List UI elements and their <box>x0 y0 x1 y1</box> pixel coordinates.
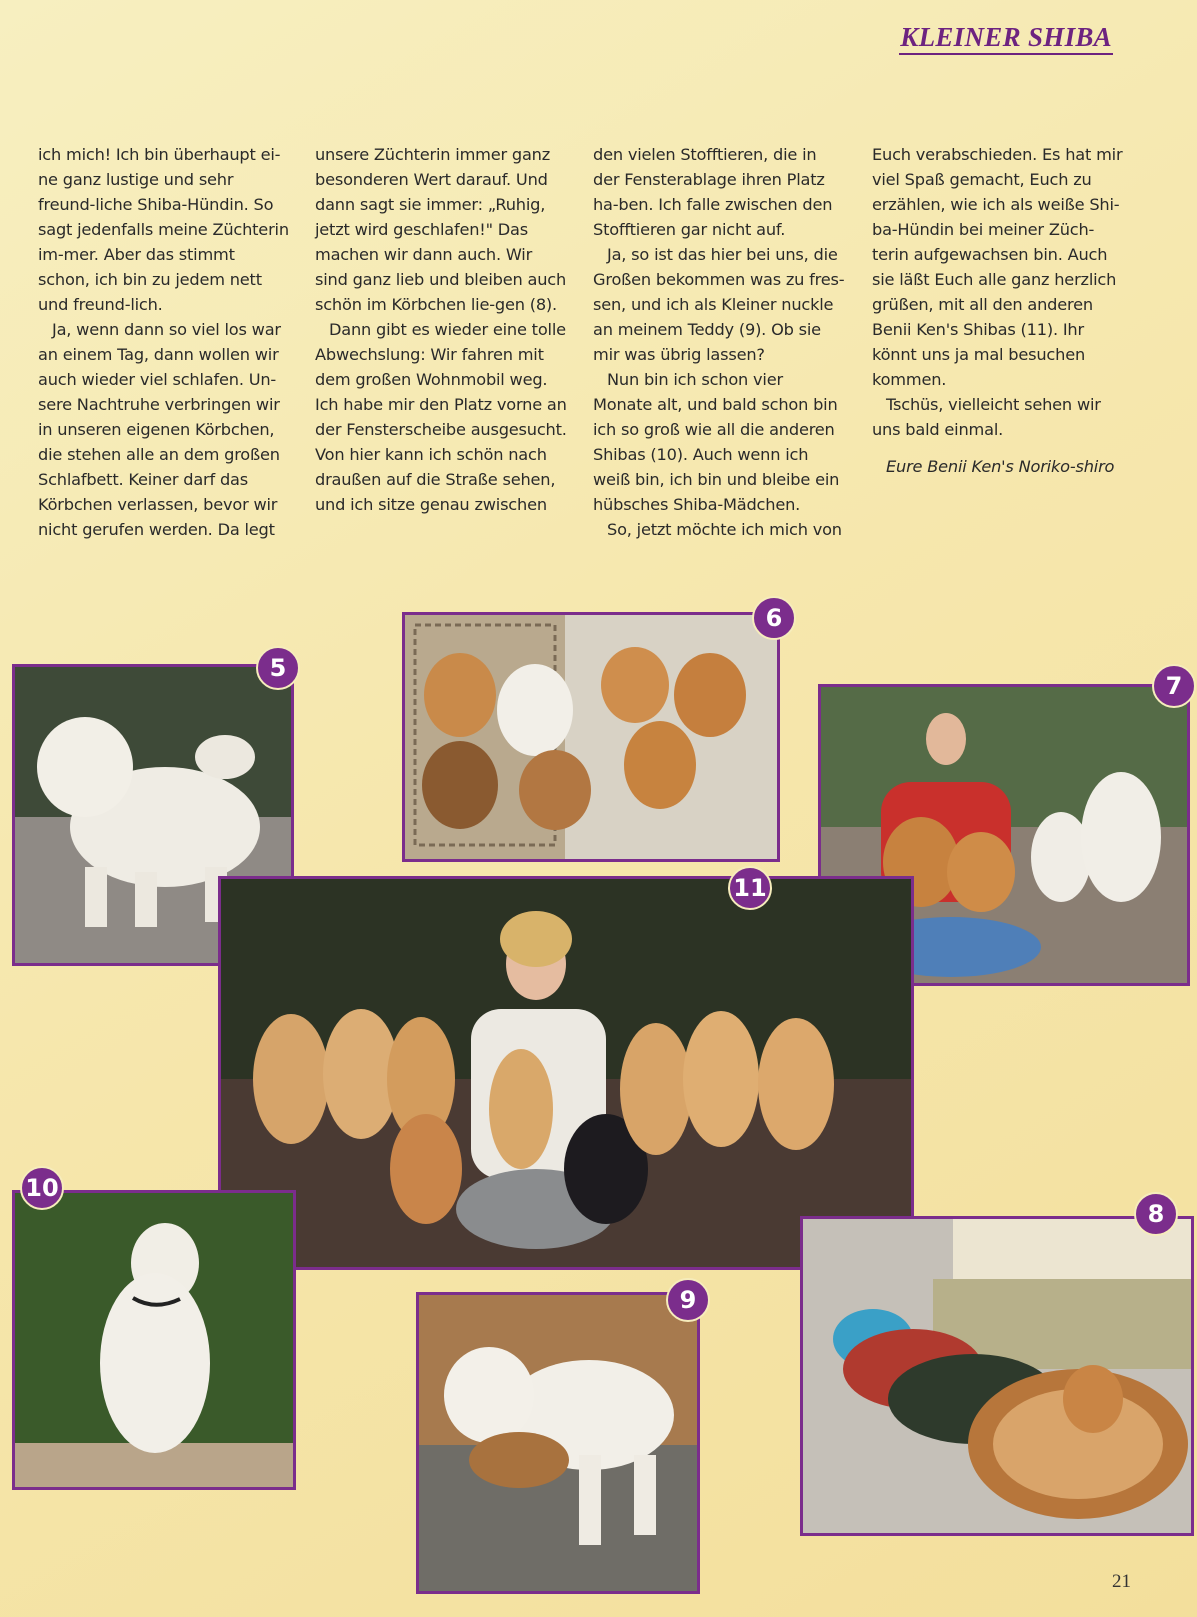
paragraph: unsere Züchterin immer ganz besonderen Wert darauf. Und dann sagt sie immer: „Ruhig, jetzt wird geschlafen!" Das machen wir dann auch. Wir sind ganz lieb und bleiben auch schön im Körbchen lie-gen (8). <box>315 145 567 314</box>
photo-9 <box>416 1292 700 1594</box>
photo-number-badge: 5 <box>256 646 300 690</box>
paragraph: Euch verabschieden. Es hat mir viel Spaß gemacht, Euch zu erzählen, wie ich als weiße Shi-ba-Hündin bei meiner Züch-terin aufgewachsen bin. Auch sie läßt Euch alle ganz herzlich grüßen, mit all den anderen Benii Ken's Shibas (11). Ihr könnt uns ja mal besuchen kommen. <box>872 145 1123 389</box>
paragraph: Ja, wenn dann so viel los war an einem Tag, dann wollen wir auch wieder viel schlafen. Un-sere Nachtruhe verbringen wir in unseren eigenen Körbchen, die stehen alle an dem großen Schlafbett. Keiner darf das Körbchen verlassen, bevor wir nicht gerufen werden. Da legt <box>38 320 281 539</box>
photo-number-badge: 8 <box>1134 1192 1178 1236</box>
paragraph: Nun bin ich schon vier Monate alt, und bald schon bin ich so groß wie all die anderen Shibas (10). Auch wenn ich weiß bin, ich bin und bleibe ein hübsches Shiba-Mädchen. <box>593 370 840 514</box>
white-dog-sitting-icon <box>15 1193 293 1487</box>
photo-number-badge: 6 <box>752 596 796 640</box>
section-header: KLEINER SHIBA <box>899 22 1113 55</box>
signature: Eure Benii Ken's Noriko-shiro <box>886 457 1115 476</box>
text-column-2 <box>315 142 567 517</box>
photo-10 <box>12 1190 296 1490</box>
paragraph: So, jetzt möchte ich mich von <box>607 520 842 539</box>
group-portrait-icon <box>221 879 911 1267</box>
paragraph: Tschüs, vielleicht sehen wir uns bald einmal. <box>872 395 1101 439</box>
puppy-litter-icon <box>405 615 777 859</box>
text-column-1 <box>38 142 290 542</box>
paragraph: Dann gibt es wieder eine tolle Abwechslung: Wir fahren mit dem großen Wohnmobil weg. Ich habe mir den Platz vorne an der Fensterscheibe ausgesucht. Von hier kann ich schön nach draußen auf die Straße sehen, und ich sitze genau zwischen <box>315 320 567 514</box>
photo-6 <box>402 612 780 862</box>
photo-8 <box>800 1216 1194 1536</box>
paragraph: Ja, so ist das hier bei uns, die Großen bekommen was zu fres-sen, und ich als Kleiner nuckle an meinem Teddy (9). Ob sie mir was übrig lassen? <box>593 245 845 364</box>
text-column-3 <box>593 142 845 542</box>
dogs-in-baskets-icon <box>803 1219 1191 1533</box>
puppy-with-teddy-icon <box>419 1295 697 1591</box>
paragraph: den vielen Stofftieren, die in der Fensterablage ihren Platz ha-ben. Ich falle zwischen den Stofftieren gar nicht auf. <box>593 145 833 239</box>
photo-number-badge: 7 <box>1152 664 1196 708</box>
photo-11 <box>218 876 914 1270</box>
photo-number-badge: 10 <box>20 1166 64 1210</box>
photo-number-badge: 9 <box>666 1278 710 1322</box>
photo-number-badge: 11 <box>728 866 772 910</box>
text-column-4 <box>872 142 1124 479</box>
paragraph: ich mich! Ich bin überhaupt ei-ne ganz lustige und sehr freund-liche Shiba-Hündin. So sagt jedenfalls meine Züchterin im-mer. Aber das stimmt schon, ich bin zu jedem nett und freund-lich. <box>38 145 289 314</box>
page-number: 21 <box>1112 1571 1131 1592</box>
